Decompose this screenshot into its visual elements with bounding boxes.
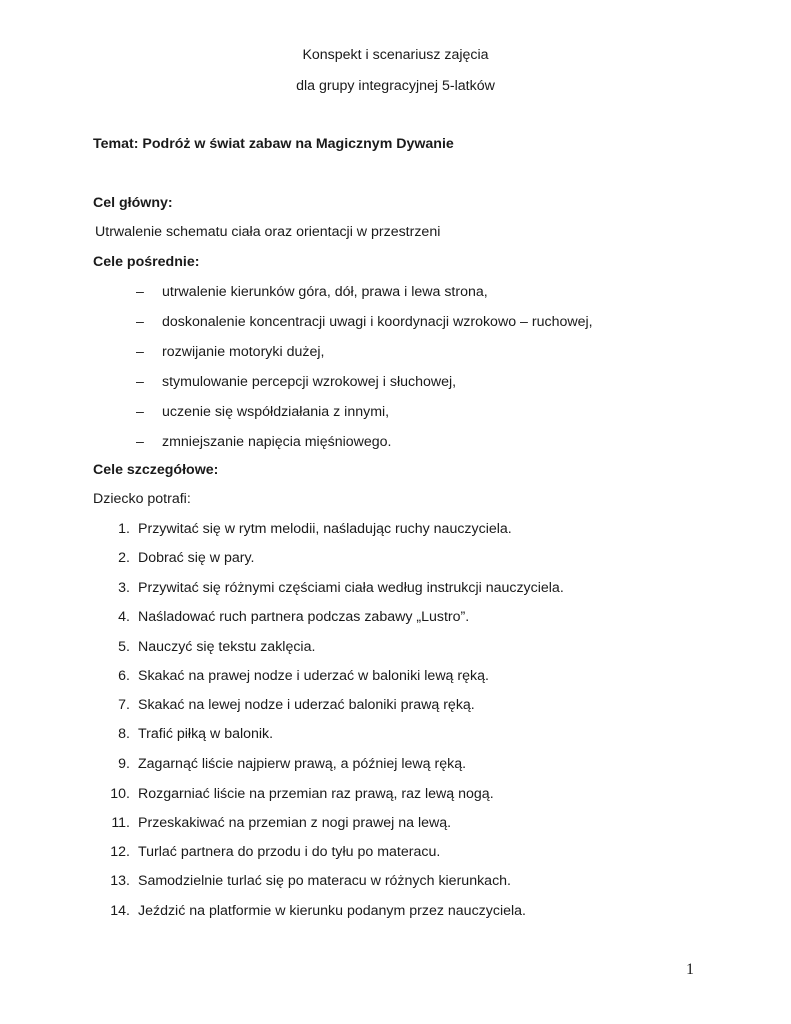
item-text: Zagarnąć liście najpierw prawą, a później lewą ręką. [138, 756, 467, 772]
item-text: Dobrać się w pary. [138, 550, 255, 566]
item-number: 5. [118, 639, 130, 655]
dash-bullet: – [136, 344, 144, 360]
item-text: Naśladować ruch partnera podczas zabawy „Lustro”. [138, 609, 470, 625]
dash-bullet: – [136, 404, 144, 420]
item-number: 10. [110, 786, 130, 802]
item-number: 8. [118, 726, 130, 742]
topic-heading: Temat: Podróż w świat zabaw na Magicznym Dywanie [93, 136, 454, 152]
item-number: 13. [110, 873, 130, 889]
dash-bullet: – [136, 284, 144, 300]
item-text: Przywitać się w rytm melodii, naśladując ruchy nauczyciela. [138, 521, 512, 537]
item-text: Skakać na prawej nodze i uderzać w baloniki lewą ręką. [138, 668, 489, 684]
list-item-text: utrwalenie kierunków góra, dół, prawa i lewa strona, [162, 284, 488, 300]
item-text: Rozgarniać liście na przemian raz prawą, raz lewą nogą. [138, 786, 494, 802]
list-item-text: rozwijanie motoryki dużej, [162, 344, 325, 360]
item-number: 6. [118, 668, 130, 684]
item-number: 3. [118, 580, 130, 596]
main-goal-heading: Cel główny: [93, 195, 173, 211]
item-number: 2. [118, 550, 130, 566]
item-number: 7. [118, 697, 130, 713]
list-item-text: uczenie się współdziałania z innymi, [162, 404, 390, 420]
item-number: 4. [118, 609, 130, 625]
detailed-goals-intro: Dziecko potrafi: [93, 491, 191, 507]
main-goal-text: Utrwalenie schematu ciała oraz orientacji w przestrzeni [95, 224, 441, 240]
list-item-text: zmniejszanie napięcia mięśniowego. [162, 434, 392, 450]
title-line-2: dla grupy integracyjnej 5-latków [296, 78, 495, 94]
title-line-1: Konspekt i scenariusz zajęcia [302, 47, 489, 63]
list-item-text: stymulowanie percepcji wzrokowej i słuchowej, [162, 374, 457, 390]
item-number: 14. [110, 903, 130, 919]
item-text: Nauczyć się tekstu zaklęcia. [138, 639, 316, 655]
item-text: Skakać na lewej nodze i uderzać baloniki prawą ręką. [138, 697, 475, 713]
dash-bullet: – [136, 374, 144, 390]
list-item-text: doskonalenie koncentracji uwagi i koordynacji wzrokowo – ruchowej, [162, 314, 593, 330]
item-text: Przywitać się różnymi częściami ciała według instrukcji nauczyciela. [138, 580, 564, 596]
item-number: 1. [118, 521, 130, 537]
page-number: 1 [686, 961, 694, 978]
detailed-goals-heading: Cele szczegółowe: [93, 462, 219, 478]
item-number: 9. [118, 756, 130, 772]
item-text: Przeskakiwać na przemian z nogi prawej na lewą. [138, 815, 452, 831]
item-text: Turlać partnera do przodu i do tyłu po materacu. [138, 844, 441, 860]
item-number: 11. [111, 815, 130, 831]
dash-bullet: – [136, 434, 144, 450]
item-text: Jeździć na platformie w kierunku podanym przez nauczyciela. [138, 903, 526, 919]
intermediate-goals-heading: Cele pośrednie: [93, 254, 200, 270]
item-text: Samodzielnie turlać się po materacu w różnych kierunkach. [138, 873, 511, 889]
dash-bullet: – [136, 314, 144, 330]
item-number: 12. [110, 844, 130, 860]
item-text: Trafić piłką w balonik. [138, 726, 274, 742]
